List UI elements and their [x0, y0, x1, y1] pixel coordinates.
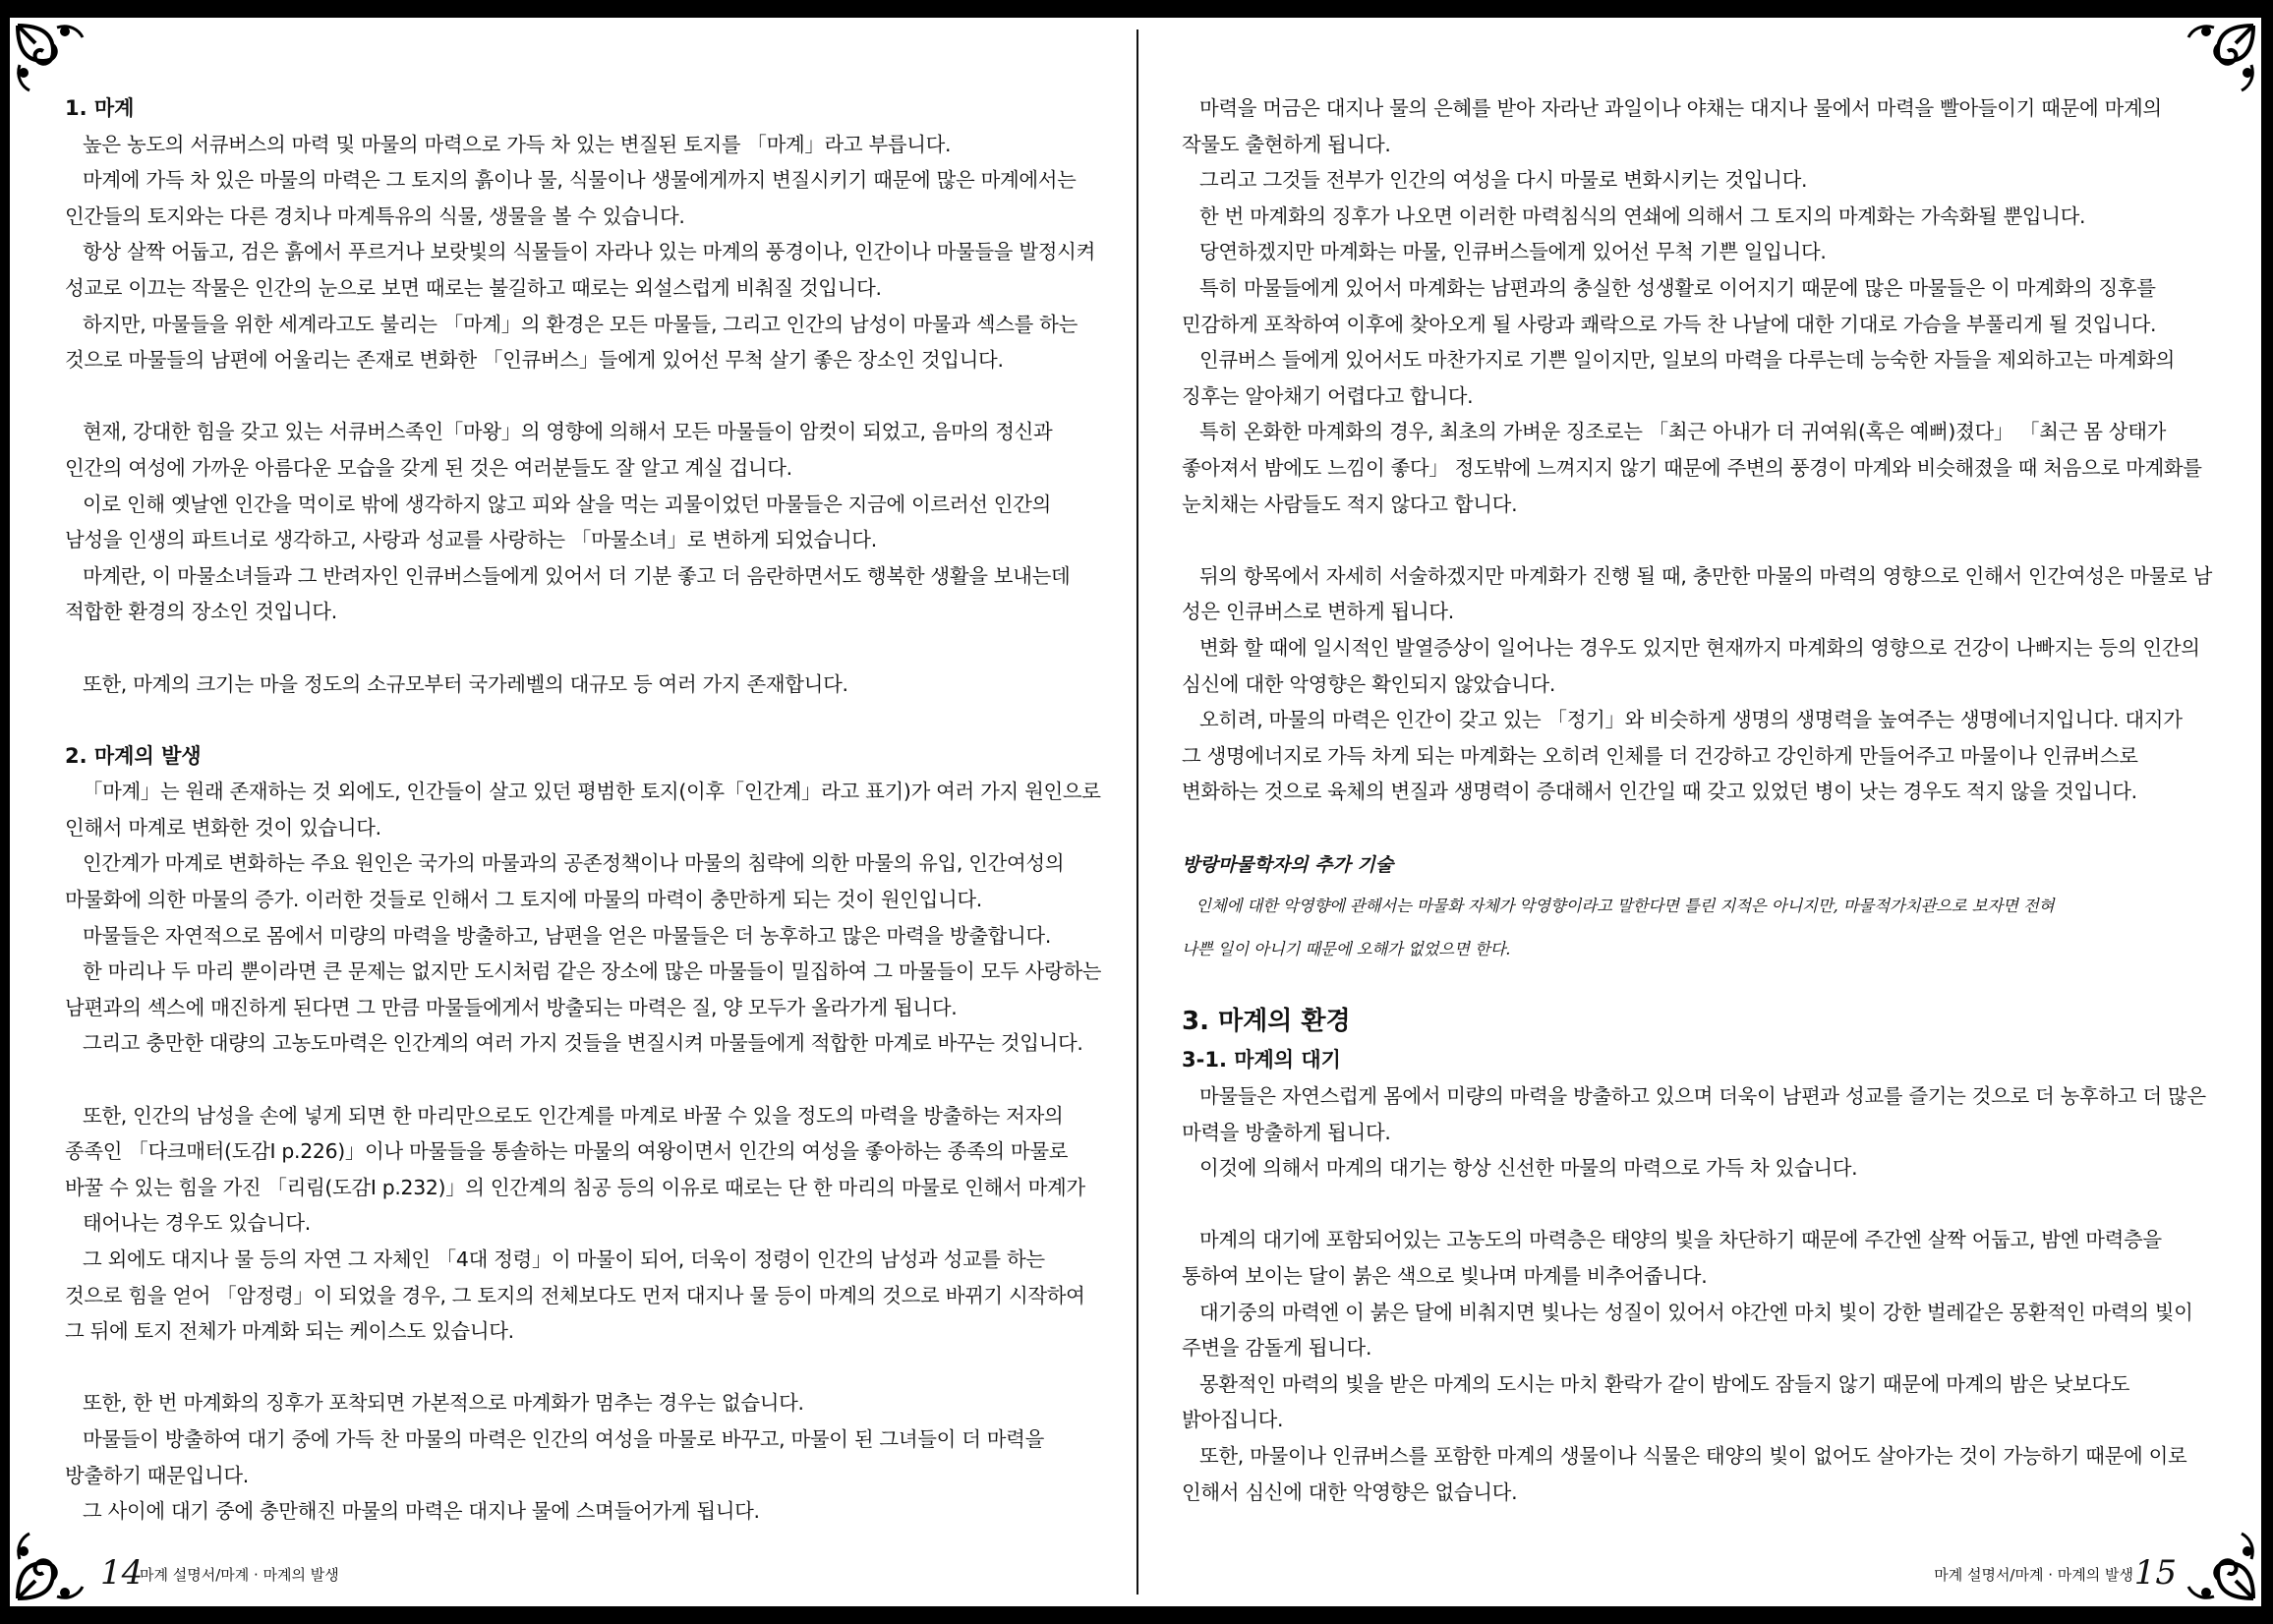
- paragraph-line: 주변을 감돌게 됩니다.: [1182, 1336, 1372, 1361]
- paragraph-line: 대기중의 마력엔 이 붉은 달에 비춰지면 빛나는 성질이 있어서 야간엔 마치 빛이 강한 벌레같은 몽환적인 마력의 빛이: [1199, 1300, 2193, 1324]
- paragraph-line: 것으로 힘을 얻어 「암정령」이 되었을 경우, 그 토지의 전체보다도 먼저 대지나 물 등이 마계의 것으로 바뀌기 시작하여: [65, 1283, 1085, 1307]
- note-line: 인체에 대한 악영향에 관해서는 마물화 자체가 악영향이라고 말한다면 틀린 지적은 아니지만, 마물적가치관으로 보자면 전혀: [1195, 897, 2055, 916]
- paragraph-line: 민감하게 포착하여 이후에 찾아오게 될 사랑과 쾌락으로 가득 찬 나날에 대한 기대로 가슴을 부풀리게 될 것입니다.: [1182, 312, 2157, 336]
- paragraph-line: 통하여 보이는 달이 붉은 색으로 빛나며 마계를 비추어줍니다.: [1182, 1264, 1708, 1289]
- left-page: [10, 18, 1125, 1606]
- paragraph-line: 것으로 마물들의 남편에 어울리는 존재로 변화한 「인큐버스」들에게 있어선 무척 살기 좋은 장소인 것입니다.: [65, 348, 1004, 373]
- paragraph-line: 인큐버스 들에게 있어서도 마찬가지로 기쁜 일이지만, 일보의 마력을 다루는데 능숙한 자들을 제외하고는 마계화의: [1199, 348, 2176, 373]
- paragraph-line: 심신에 대한 악영향은 확인되지 않았습니다.: [1182, 671, 1556, 696]
- paragraph-line: 눈치채는 사람들도 적지 않다고 합니다.: [1182, 492, 1518, 516]
- paragraph-line: 당연하겠지만 마계화는 마물, 인큐버스들에게 있어선 무척 기쁜 일입니다.: [1199, 240, 1827, 264]
- paragraph-line: 그리고 충만한 대량의 고농도마력은 인간계의 여러 가지 것들을 변질시켜 마물들에게 적합한 마계로 바꾸는 것입니다.: [83, 1031, 1083, 1056]
- right-page: [1148, 18, 2261, 1606]
- paragraph-line: 특히 마물들에게 있어서 마계화는 남편과의 충실한 성생활로 이어지기 때문에 많은 마물들은 이 마계화의 징후를: [1199, 275, 2156, 300]
- paragraph-line: 종족인 「다크매터(도감Ⅰ p.226)」이나 마물들을 통솔하는 마물의 여왕이면서 인간의 여성을 좋아하는 종족의 마물로: [65, 1139, 1069, 1164]
- paragraph-line: 이로 인해 옛날엔 인간을 먹이로 밖에 생각하지 않고 피와 살을 먹는 괴물이었던 마물들은 지금에 이르러선 인간의: [83, 492, 1051, 516]
- paragraph-line: 몽환적인 마력의 빛을 받은 마계의 도시는 마치 환락가 같이 밤에도 잠들지 않기 때문에 마계의 밤은 낮보다도: [1199, 1371, 2130, 1396]
- paragraph-line: 뒤의 항목에서 자세히 서술하겠지만 마계화가 진행 될 때, 충만한 마물의 마력의 영향으로 인해서 인간여성은 마물로 남: [1199, 563, 2212, 588]
- paragraph-line: 성교로 이끄는 작물은 인간의 눈으로 보면 때로는 불길하고 때로는 외설스럽게 비춰질 것입니다.: [65, 275, 882, 300]
- paragraph-line: 오히려, 마물의 마력은 인간이 갖고 있는 「정기」와 비슷하게 생명의 생명력을 높여주는 생명에너지입니다. 대지가: [1199, 708, 2183, 732]
- paragraph-line: 한 마리나 두 마리 뿐이라면 큰 문제는 없지만 도시처럼 같은 장소에 많은 마물들이 밀집하여 그 마물들이 모두 사랑하는: [83, 959, 1102, 984]
- paragraph-line: 마물화에 의한 마물의 증가. 이러한 것들로 인해서 그 토지에 마물의 마력이 충만하게 되는 것이 원인입니다.: [65, 888, 982, 912]
- paragraph-line: 적합한 환경의 장소인 것입니다.: [65, 600, 337, 624]
- paragraph-line: 또한, 한 번 마계화의 징후가 포착되면 가본적으로 마계화가 멈추는 경우는 없습니다.: [83, 1391, 804, 1416]
- left-column: [65, 90, 1117, 1530]
- gutter-divider: [1136, 29, 1138, 1595]
- paragraph-line: 좋아져서 밤에도 느낌이 좋다」 정도밖에 느껴지지 않기 때문에 주변의 풍경이 마계와 비슷해졌을 때 처음으로 마계화를: [1182, 455, 2202, 480]
- running-footer: 마계 설명서/마계 · 마계의 발생: [140, 1566, 339, 1584]
- running-footer: 마계 설명서/마계 · 마계의 발생: [1934, 1566, 2133, 1584]
- paragraph-line: 인간들의 토지와는 다른 경치나 마계특유의 식물, 생물을 볼 수 있습니다.: [65, 203, 685, 228]
- paragraph-line: 한 번 마계화의 징후가 나오면 이러한 마력침식의 연쇄에 의해서 그 토지의 마계화는 가속화될 뿐입니다.: [1199, 203, 2086, 228]
- paragraph-line: 마력을 방출하게 됩니다.: [1182, 1120, 1391, 1144]
- paragraph-line: 인간계가 마계로 변화하는 주요 원인은 국가의 마물과의 공존정책이나 마물의 침략에 의한 마물의 유입, 인간여성의: [83, 851, 1065, 876]
- paragraph-line: 마계의 대기에 포함되어있는 고농도의 마력층은 태양의 빛을 차단하기 때문에 주간엔 살짝 어둡고, 밤엔 마력층을: [1199, 1228, 2162, 1252]
- paragraph-line: 인간의 여성에 가까운 아름다운 모습을 갖게 된 것은 여러분들도 잘 알고 계실 겁니다.: [65, 455, 792, 480]
- paragraph-line: 변화하는 것으로 육체의 변질과 생명력이 증대해서 인간일 때 갖고 있었던 병이 낫는 경우도 적지 않을 것입니다.: [1182, 780, 2137, 804]
- flourish-icon: [2181, 22, 2257, 98]
- section-heading: 1. 마계: [65, 96, 135, 120]
- paragraph-line: 마계에 가득 차 있은 마물의 마력은 그 토지의 흙이나 물, 식물이나 생물에게까지 변질시키기 때문에 많은 마계에서는: [83, 168, 1077, 193]
- paragraph-line: 변화 할 때에 일시적인 발열증상이 일어나는 경우도 있지만 현재까지 마계화의 영향으로 건강이 나빠지는 등의 인간의: [1199, 635, 2200, 660]
- paragraph-line: 마물들은 자연스럽게 몸에서 미량의 마력을 방출하고 있으며 더욱이 남편과 성교를 즐기는 것으로 더 농후하고 더 많은: [1199, 1084, 2206, 1109]
- paragraph-line: 밝아집니다.: [1182, 1408, 1284, 1432]
- paragraph-line: 작물도 출현하게 됩니다.: [1182, 132, 1391, 156]
- paragraph-line: 인해서 심신에 대한 악영향은 없습니다.: [1182, 1479, 1518, 1504]
- right-column: [1182, 90, 2234, 1510]
- page-number: 15: [2133, 1553, 2177, 1593]
- flourish-icon: [2181, 1526, 2257, 1602]
- paragraph-line: 마력을 머금은 대지나 물의 은혜를 받아 자라난 과일이나 야채는 대지나 물에서 마력을 빨아들이기 때문에 마계의: [1199, 96, 2162, 120]
- paragraph-line: 이것에 의해서 마계의 대기는 항상 신선한 마물의 마력으로 가득 차 있습니다.: [1199, 1156, 1858, 1181]
- paragraph-line: 그 생명에너지로 가득 차게 되는 마계화는 오히려 인체를 더 건강하고 강인하게 만들어주고 마물이나 인큐버스로: [1182, 743, 2138, 768]
- paragraph-line: 현재, 강대한 힘을 갖고 있는 서큐버스족인「마왕」의 영향에 의해서 모든 마물들이 암컷이 되었고, 음마의 정신과: [83, 420, 1053, 444]
- paragraph-line: 항상 살짝 어둡고, 검은 흙에서 푸르거나 보랏빛의 식물들이 자라나 있는 마계의 풍경이나, 인간이나 마물들을 발정시켜: [83, 240, 1095, 264]
- paragraph-line: 성은 인큐버스로 변하게 됩니다.: [1182, 600, 1454, 624]
- paragraph-line: 방출하기 때문입니다.: [65, 1463, 249, 1487]
- flourish-icon: [14, 1526, 90, 1602]
- paragraph-line: 그 외에도 대지나 물 등의 자연 그 자체인 「4대 정령」이 마물이 되어, 더욱이 정령이 인간의 남성과 성교를 하는: [83, 1247, 1045, 1271]
- paragraph-line: 그 사이에 대기 중에 충만해진 마물의 마력은 대지나 물에 스며들어가게 됩니다.: [83, 1499, 760, 1524]
- flourish-icon: [14, 22, 90, 98]
- paragraph-line: 징후는 알아채기 어렵다고 합니다.: [1182, 383, 1474, 408]
- subsection-heading: 3-1. 마계의 대기: [1182, 1048, 1341, 1073]
- paragraph-line: 남편과의 섹스에 매진하게 된다면 그 만큼 마물들에게서 방출되는 마력은 질, 양 모두가 올라가게 됩니다.: [65, 995, 958, 1019]
- paragraph-line: 특히 온화한 마계화의 경우, 최초의 가벼운 징조로는 「최근 아내가 더 귀여워(혹은 예뻐)졌다」 「최근 몸 상태가: [1199, 420, 2166, 444]
- paragraph-line: 「마계」는 원래 존재하는 것 외에도, 인간들이 살고 있던 평범한 토지(이후「인간계」라고 표기)가 여러 가지 원인으로: [83, 780, 1101, 804]
- note-title: 방랑마물학자의 추가 기술: [1182, 854, 1394, 877]
- page-number: 14: [100, 1553, 144, 1593]
- paragraph-line: 또한, 마계의 크기는 마을 정도의 소규모부터 국가레벨의 대규모 등 여러 가지 존재합니다.: [83, 671, 848, 696]
- paragraph-line: 하지만, 마물들을 위한 세계라고도 불리는 「마계」의 환경은 모든 마물들, 그리고 인간의 남성이 마물과 섹스를 하는: [83, 312, 1078, 336]
- section-heading: 2. 마계의 발생: [65, 743, 202, 768]
- note-line: 나쁜 일이 아니기 때문에 오해가 없었으면 한다.: [1182, 940, 1511, 959]
- paragraph-line: 또한, 인간의 남성을 손에 넣게 되면 한 마리만으로도 인간계를 마계로 바꿀 수 있을 정도의 마력을 방출하는 저자의: [83, 1103, 1064, 1128]
- paragraph-line: 마물들은 자연적으로 몸에서 미량의 마력을 방출하고, 남편을 얻은 마물들은 더 농후하고 많은 마력을 방출합니다.: [83, 923, 1051, 948]
- paragraph-line: 마계란, 이 마물소녀들과 그 반려자인 인큐버스들에게 있어서 더 기분 좋고 더 음란하면서도 행복한 생활을 보내는데: [83, 563, 1071, 588]
- paragraph-line: 또한, 마물이나 인큐버스를 포함한 마계의 생물이나 식물은 태양의 빛이 없어도 살아가는 것이 가능하기 때문에 이로: [1199, 1444, 2187, 1468]
- paragraph-line: 인해서 마계로 변화한 것이 있습니다.: [65, 815, 381, 840]
- paragraph-line: 바꿀 수 있는 힘을 가진 「리림(도감Ⅰ p.232)」의 인간계의 침공 등의 이유로 때로는 단 한 마리의 마물로 인해서 마계가: [65, 1175, 1085, 1199]
- paragraph-line: 그 뒤에 토지 전체가 마계화 되는 케이스도 있습니다.: [65, 1319, 514, 1344]
- paragraph-line: 태어나는 경우도 있습니다.: [83, 1211, 311, 1236]
- paragraph-line: 그리고 그것들 전부가 인간의 여성을 다시 마물로 변화시키는 것입니다.: [1199, 168, 1808, 193]
- paragraph-line: 높은 농도의 서큐버스의 마력 및 마물의 마력으로 가득 차 있는 변질된 토지를 「마계」라고 부릅니다.: [83, 132, 952, 156]
- paragraph-line: 남성을 인생의 파트너로 생각하고, 사랑과 성교를 사랑하는 「마물소녀」로 변하게 되었습니다.: [65, 528, 877, 552]
- section-heading: 3. 마계의 환경: [1182, 1007, 1351, 1037]
- paragraph-line: 마물들이 방출하여 대기 중에 가득 찬 마물의 마력은 인간의 여성을 마물로 바꾸고, 마물이 된 그녀들이 더 마력을: [83, 1426, 1044, 1451]
